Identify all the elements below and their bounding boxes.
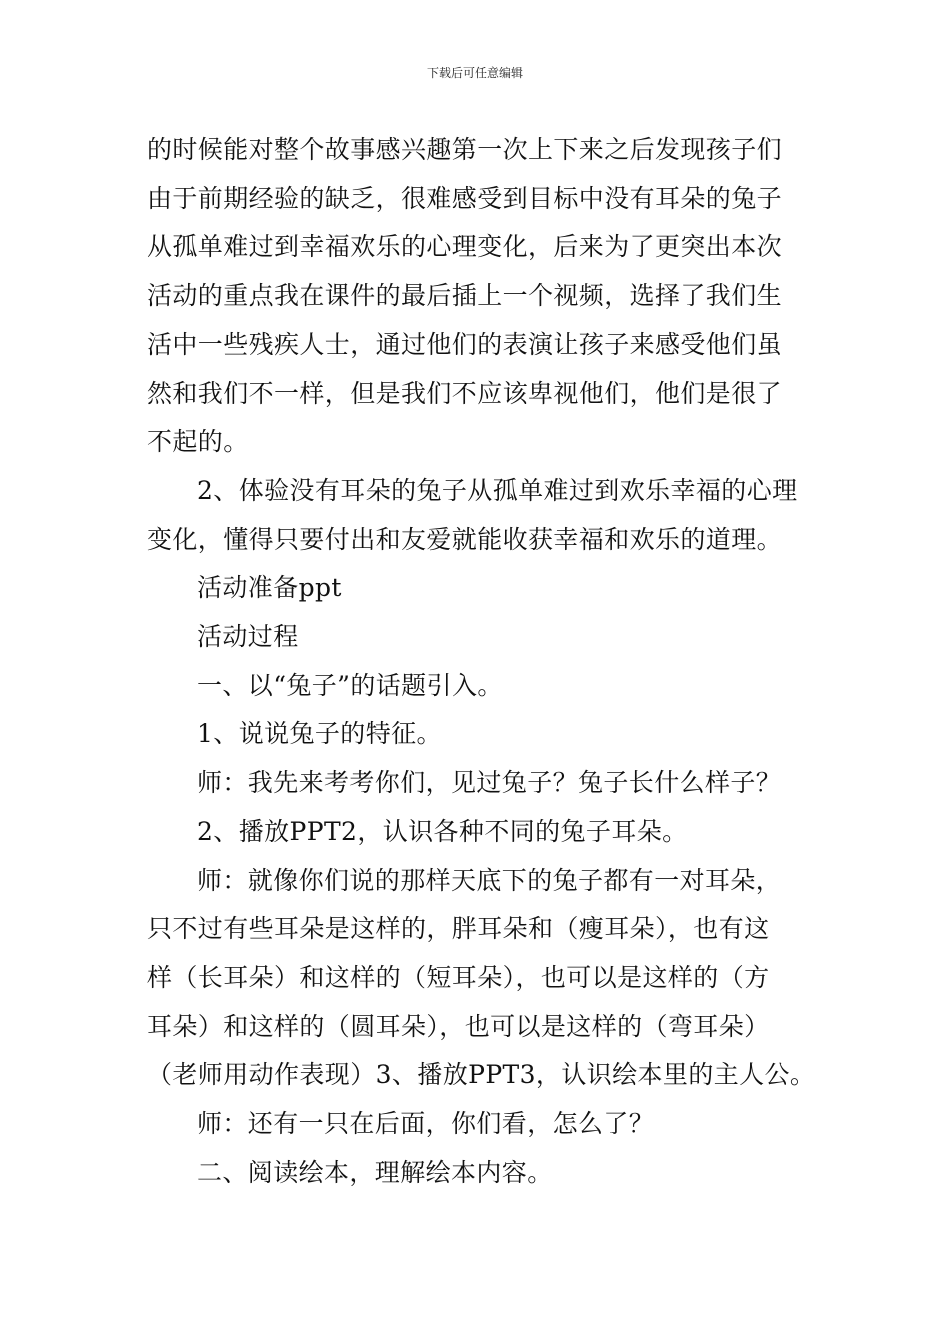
text-line: 由于前期经验的缺乏，很难感受到目标中没有耳朵的兔子 — [147, 183, 783, 213]
text-line: 的时候能对整个故事感兴趣第一次上下来之后发现孩子们 — [147, 135, 783, 164]
text-line: 活中一些残疾人士，通过他们的表演让孩子来感受他们虽 — [147, 329, 783, 359]
text-line: 二、阅读绘本，理解绘本内容。 — [197, 1157, 553, 1187]
text-line: 2、体验没有耳朵的兔子从孤单难过到欢乐幸福的心理 — [197, 475, 798, 505]
text-line: 活动准备ppt — [197, 573, 342, 603]
page-header: 下载后可任意编辑 — [426, 66, 523, 80]
text-line: 耳朵）和这样的（圆耳朵），也可以是这样的（弯耳朵） — [147, 1011, 770, 1041]
text-line: 从孤单难过到幸福欢乐的心理变化，后来为了更突出本次 — [147, 232, 783, 262]
text-line: 变化，懂得只要付出和友爱就能收获幸福和欢乐的道理。 — [147, 524, 783, 554]
text-line: 2、播放PPT2，认识各种不同的兔子耳朵。 — [197, 816, 688, 846]
text-line: 不起的。 — [147, 427, 249, 457]
document-body — [147, 126, 816, 1197]
text-line: 师：就像你们说的那样天底下的兔子都有一对耳朵， — [197, 865, 782, 895]
text-line: 1、说说兔子的特征。 — [197, 719, 442, 749]
text-line: （老师用动作表现）3、播放PPT3，认识绘本里的主人公。 — [147, 1060, 816, 1090]
text-line: 然和我们不一样，但是我们不应该卑视他们，他们是很了 — [147, 378, 783, 408]
text-line: 样（长耳朵）和这样的（短耳朵），也可以是这样的（方 — [147, 962, 770, 992]
text-line: 活动过程 — [197, 622, 299, 652]
text-line: 只不过有些耳朵是这样的，胖耳朵和（瘦耳朵），也有这 — [147, 914, 770, 944]
text-line: 师：还有一只在后面，你们看，怎么了？ — [197, 1109, 655, 1139]
text-line: 活动的重点我在课件的最后插上一个视频，选择了我们生 — [147, 281, 783, 311]
text-line: 一、以“兔子”的话题引入。 — [197, 670, 503, 700]
text-line: 师：我先来考考你们，见过兔子？兔子长什么样子？ — [197, 768, 782, 798]
